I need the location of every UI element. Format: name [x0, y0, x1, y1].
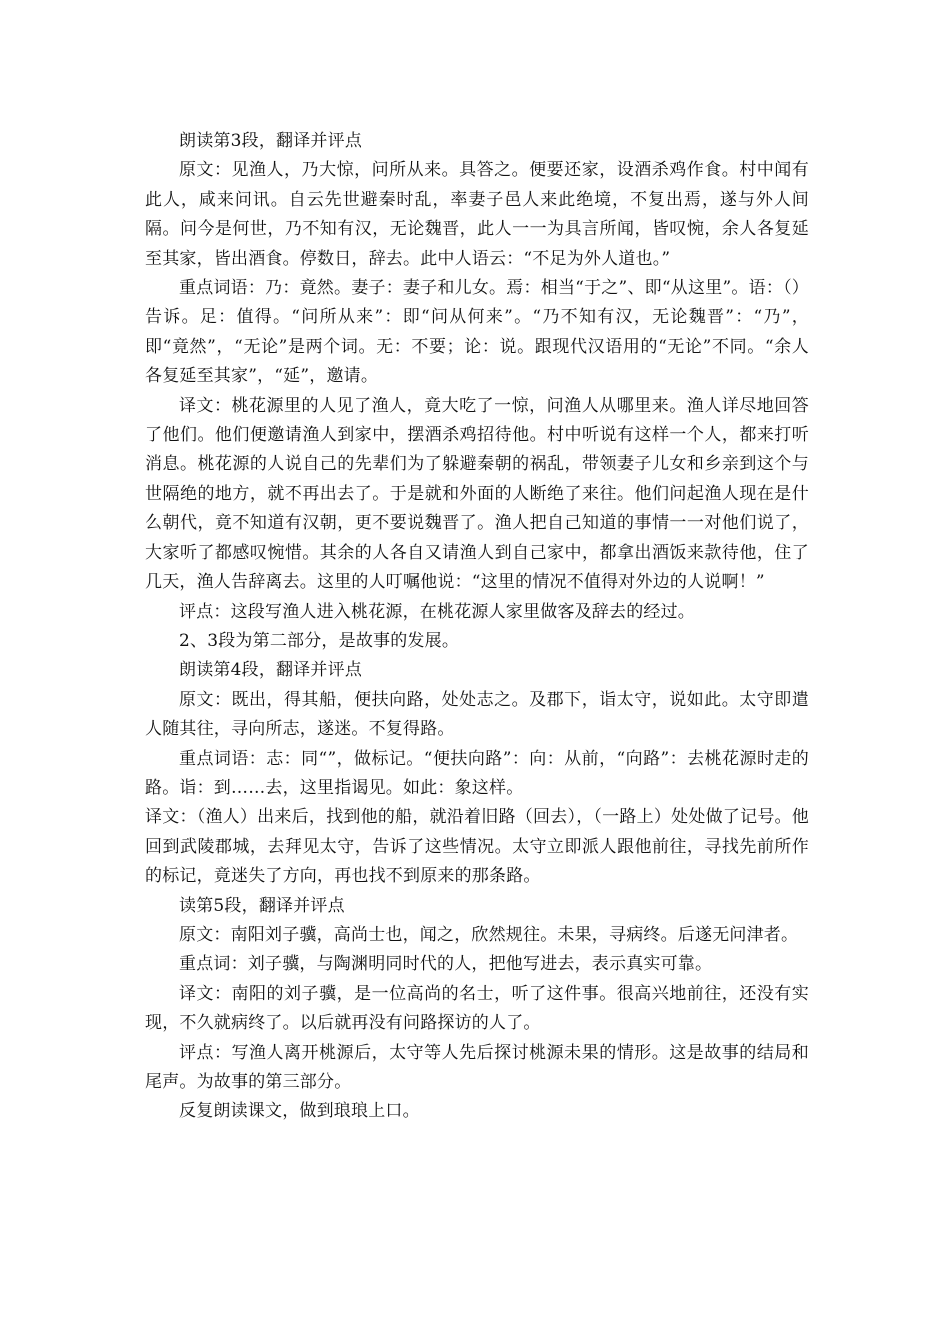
key-words-paragraph-4: 重点词语：志：同“”，做标记。“便扶向路”：向：从前，“向路”：去桃花源时走的路。诣：到……去，这里指谒见。如此：象这样。 [145, 748, 809, 798]
key-words-paragraph-3: 重点词语：乃：竟然。妻子：妻子和儿女。焉：相当“于之”、即“从这里”。语：（）告诉。足：值得。“问所从来”：即“问从何来”。“乃不知有汉，无论魏晋”：“乃”，即“竟然”，“无论”是两个词。无：不要；论：说。跟现代汉语用的“无论”不同。“余人各复延至其家”，“延”，邀请。 [145, 278, 809, 387]
translation-paragraph-3: 译文：桃花源里的人见了渔人，竟大吃了一惊，问渔人从哪里来。渔人详尽地回答了他们。他们便邀请渔人到家中，摆酒杀鸡招待他。村中听说有这样一个人，都来打听消息。桃花源的人说自己的先辈们为了躲避秦朝的祸乱，带领妻子儿女和乡亲到这个与世隔绝的地方，就不再出去了。于是就和外面的人断绝了来往。他们问起渔人现在是什么朝代，竟不知道有汉朝，更不要说魏晋了。渔人把自己知道的事情一一对他们说了，大家听了都感叹惋惜。其余的人各自又请渔人到自己家中，都拿出酒饭来款待他，住了几天，渔人告辞离去。这里的人叮嘱他说：“这里的情况不值得对外边的人说啊！” [145, 395, 809, 593]
section-heading-paragraph-4: 朗读第4段，翻译并评点 [179, 660, 363, 681]
commentary-paragraph-3: 评点：这段写渔人进入桃花源，在桃花源人家里做客及辞去的经过。 [179, 601, 695, 622]
commentary-paragraph-5: 评点：写渔人离开桃源后，太守等人先后探讨桃源未果的情形。这是故事的结局和尾声。为故事的第三部分。 [145, 1042, 809, 1092]
part-two-summary: 2、3段为第二部分，是故事的发展。 [179, 630, 460, 651]
original-text-paragraph-3: 原文：见渔人，乃大惊，问所从来。具答之。便要还家，设酒杀鸡作食。村中闻有此人，咸来问讯。自云先世避秦时乱，率妻子邑人来此绝境，不复出焉，遂与外人间隔。问今是何世，乃不知有汉，无论魏晋，此人一一为具言所闻，皆叹惋，余人各复延至其家，皆出酒食。停数日，辞去。此中人语云：“不足为外人道也。” [145, 160, 809, 269]
original-text-paragraph-5: 原文：南阳刘子骥，高尚士也，闻之，欣然规往。未果，寻病终。后遂无问津者。 [179, 924, 799, 945]
document-page [145, 127, 809, 1127]
section-heading-paragraph-3: 朗读第3段，翻译并评点 [179, 131, 363, 151]
section-heading-paragraph-5: 读第5段，翻译并评点 [179, 895, 345, 916]
closing-instruction: 反复朗读课文，做到琅琅上口。 [179, 1101, 420, 1122]
key-words-paragraph-5: 重点词：刘子骥，与陶渊明同时代的人，把他写进去，表示真实可靠。 [179, 954, 713, 975]
translation-paragraph-5: 译文：南阳的刘子骥，是一位高尚的名士，听了这件事。很高兴地前往，还没有实现，不久就病终了。以后就再没有问路探访的人了。 [145, 983, 809, 1034]
translation-paragraph-4: 译文：（渔人）出来后，找到他的船，就沿着旧路（回去），（一路上）处处做了记号。他回到武陵郡城，去拜见太守，告诉了这些情况。太守立即派人跟他前往，寻找先前所作的标记，竟迷失了方向，再也找不到原来的那条路。 [145, 807, 809, 887]
original-text-paragraph-4: 原文：既出，得其船，便扶向路，处处志之。及郡下，诣太守，说如此。太守即遣人随其往，寻向所志，遂迷。不复得路。 [145, 689, 809, 740]
